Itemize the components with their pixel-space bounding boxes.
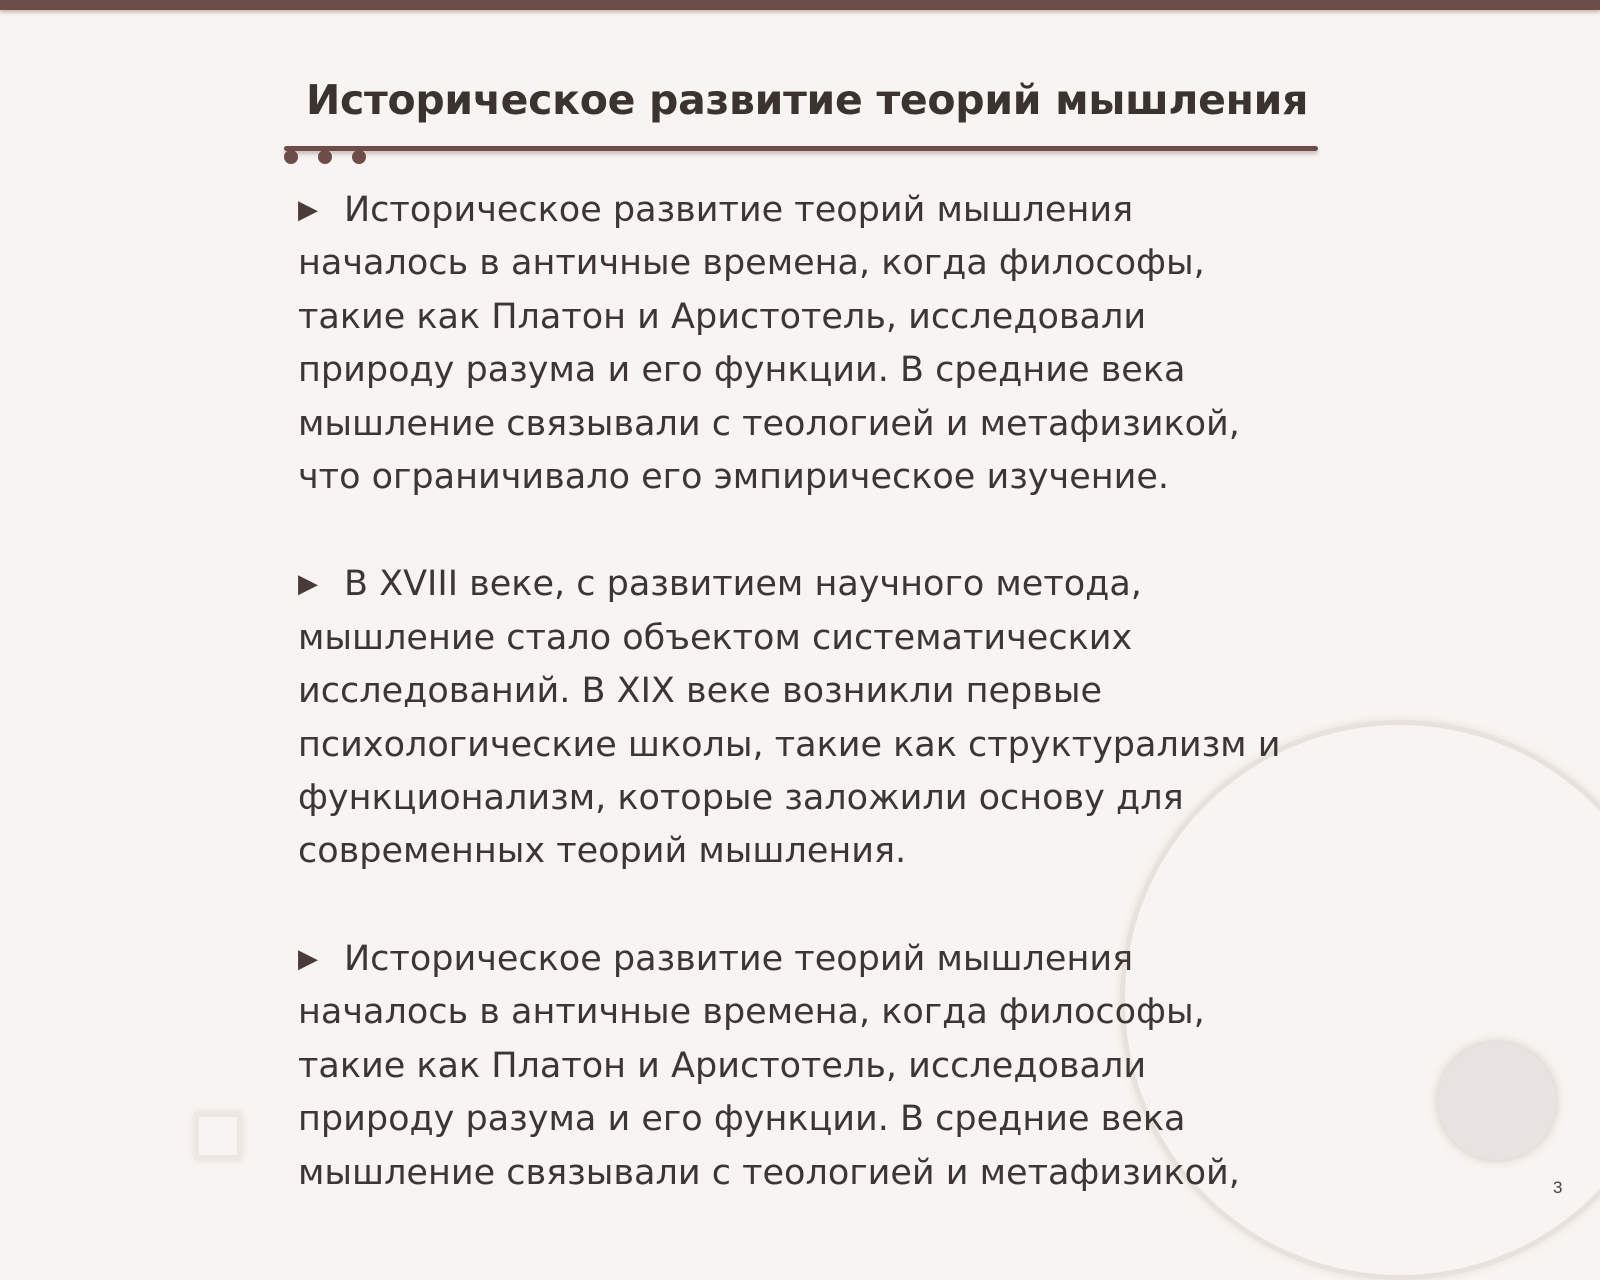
page-number: 3 — [1553, 1178, 1563, 1197]
decorative-square — [194, 1112, 242, 1160]
slide-body — [298, 184, 1298, 1254]
bullet-text: Историческое развитие теорий мышления началось в античные времена, когда философы, такие как Платон и Аристотель, исследовали природу разума и его функции. В средние века мышление связывали с теологией и метафизикой, что ограничивало его эмпирическое изучение. — [298, 190, 1240, 498]
bullet-paragraph — [298, 558, 1298, 878]
triangle-bullet-icon: ▶ — [298, 569, 318, 600]
decorative-disc — [1438, 1042, 1556, 1160]
triangle-bullet-icon: ▶ — [298, 943, 318, 974]
underline-dot — [318, 150, 332, 164]
slide-title: Историческое развитие теорий мышления — [306, 76, 1309, 124]
bullet-paragraph — [298, 184, 1298, 504]
bullet-text: Историческое развитие теорий мышления началось в античные времена, когда философы, такие как Платон и Аристотель, исследовали природу разума и его функции. В средние века мышление связывали с теологией и метафизикой, — [298, 938, 1240, 1193]
title-underline — [284, 146, 1318, 151]
bullet-text: В XVIII веке, с развитием научного метода, мышление стало объектом систематических исследований. В XIX веке возникли первые психологические школы, такие как структурализм и функционализм, которые заложили основу для современных теорий мышления. — [298, 564, 1281, 872]
underline-dot — [352, 150, 366, 164]
underline-dot — [284, 150, 298, 164]
top-accent-bar — [0, 0, 1600, 10]
bullet-paragraph — [298, 933, 1298, 1200]
triangle-bullet-icon: ▶ — [298, 195, 318, 225]
